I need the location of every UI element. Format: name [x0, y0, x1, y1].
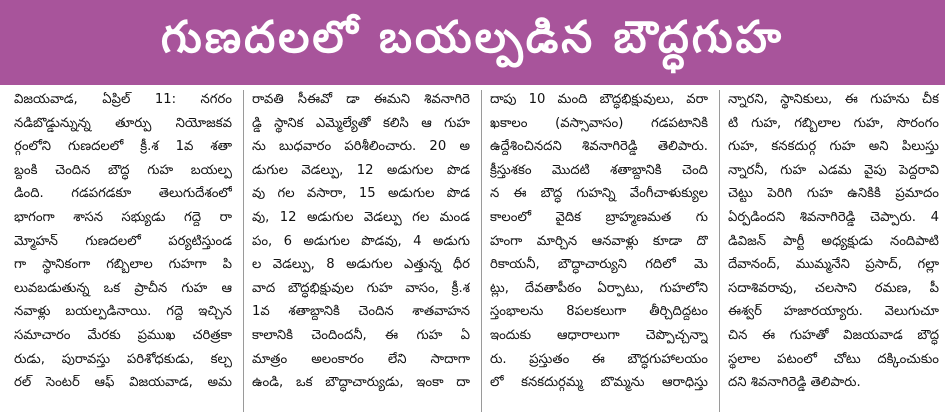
- text-line: న ఈ బౌద్ధ గుహన్ని వేంగీచాళుక్యుల: [490, 186, 708, 202]
- article-body: [14, 88, 939, 414]
- text-line: దేవానంద్, ముమ్మనేని ప్రసాద్, గల్లా: [728, 257, 939, 273]
- text-line: గుహ, కనకదుర్గ గుహ అని పిలుస్తు: [728, 139, 939, 155]
- text-line: టి గుహ, గబ్బిలాల గుహ, సొరంగం: [728, 115, 939, 131]
- text-line: న్నారని, స్థానికులు, ఈ గుహను చీక: [728, 92, 939, 107]
- text-line: ను బుధవారం పరిశీలించారు. 20 అ: [252, 139, 470, 155]
- text-line: ఈశ్వర్ హజారయ్యారు. వెలుగుచూ: [728, 304, 939, 320]
- text-line: పం, 6 అడుగుల పొడవు, 4 అడుగు: [252, 233, 470, 249]
- text-line: విజయవాడ, ఏప్రిల్ 11: నగరం: [14, 92, 232, 107]
- text-line: మ్మోహన్ గుణదలలో పర్యటిస్తుండ: [14, 233, 232, 249]
- text-line: డుగుల వెడల్పు, 12 అడుగుల పొడ: [252, 162, 470, 178]
- text-line: భాగంగా శాసన సభ్యుడు గద్దె రా: [14, 209, 232, 225]
- text-line: ట్లు, దేవతాపీఠం ఏర్పాటు, గుహలోని: [490, 280, 708, 296]
- text-line: మాత్రం అలంకారం లేని సాదాగా: [252, 351, 470, 367]
- text-line: వు, 12 అడుగుల వెడల్పు గల మండ: [252, 209, 470, 225]
- text-line: సమాచారం మేరకు ప్రముఖ చరిత్రకా: [14, 327, 232, 343]
- text-line: నవాళ్లు బయల్పడినాయి. గద్దె ఇచ్చిన: [14, 304, 232, 320]
- text-line: ఉద్దేశించినదని శివనాగిరెడ్డి తెలిపారు.: [490, 139, 708, 155]
- headline-banner: [0, 0, 945, 85]
- text-line: ఖకాలం (వస్సావాసం) గడపటానికి: [490, 115, 708, 131]
- article-column-2: [252, 88, 470, 414]
- article-column-4: [728, 88, 939, 414]
- text-line: లువబడుతున్న ఒక ప్రాచీన గుహ ఆ: [14, 280, 232, 296]
- text-line: దని శివనాగిరెడ్డి తెలిపారు.: [728, 375, 861, 391]
- text-line: రుడు, పురావస్తు పరిశోధకుడు, కల్చ: [14, 351, 232, 367]
- column-divider: [719, 90, 720, 412]
- text-line: న్నారనీ, గుహ ఎడమ వైపు పెద్దరావి: [728, 162, 939, 178]
- text-line: డ్డి స్థానిక ఎమ్మెల్యేతో కలిసి ఆ గుహ: [252, 115, 470, 131]
- text-line: లో కనకదుర్గమ్మ బొమ్మను ఆరాధిస్తు: [490, 375, 708, 391]
- text-line: క్రీస్తుశకం మొదటి శతాబ్దానికి చెంది: [490, 162, 708, 178]
- text-line: రావతి సీఈవో డా ఈమని శివనాగిరె: [252, 92, 470, 107]
- text-line: చెట్టు పెరిగి గుహ ఉనికికి ప్రమాదం: [728, 186, 939, 202]
- text-line: డివిజన్ పార్టీ అధ్యక్షుడు నందిపాటి: [728, 233, 939, 249]
- text-line: డింది. గడపగడకూ తెలుగుదేశంలో: [14, 186, 232, 202]
- column-divider: [481, 90, 482, 412]
- text-line: స్తంభాలను 8పలకలుగా తీర్చిదిద్దటం: [490, 304, 708, 320]
- column-divider: [243, 90, 244, 412]
- text-line: వాద బౌద్ధభిక్షువుల గుహ వాసం, క్రీ.శ: [252, 280, 470, 296]
- headline-text: గుణదలలో బయల్పడిన బౌద్ధగుహ: [160, 11, 785, 63]
- text-line: ర్గంలోని గుణదలలో క్రీ.శ 1వ శతా: [14, 139, 232, 155]
- text-line: సదాశివరావు, చలసాని రమణ, పీ: [728, 280, 939, 296]
- text-line: కాలంలో వైదిక బ్రాహ్మణమత గు: [490, 209, 708, 225]
- text-line: ఏర్పడిందని శివనాగిరెడ్డి చెప్పారు. 4: [728, 209, 939, 225]
- text-line: చిన ఈ గుహతో విజయవాడ బౌద్ధ: [728, 327, 939, 343]
- text-line: ఇందుకు ఆధారాలుగా చెప్పొచ్చన్నా: [490, 327, 708, 343]
- text-line: దాపు 10 మంది బౌద్ధభిక్షువులు, వరా: [490, 92, 708, 107]
- text-line: ఉండి, ఒక బౌద్ధాచార్యుడు, ఇంకా దా: [252, 375, 470, 391]
- text-line: రు. ప్రస్తుతం ఈ బౌద్ధగుహాలయం: [490, 351, 708, 367]
- text-line: ల వెడల్పు, 8 అడుగుల ఎత్తున్న ధీర: [252, 257, 470, 273]
- article-column-1: [14, 88, 232, 414]
- text-line: వు గల వసారా, 15 అడుగుల పొడ: [252, 186, 470, 202]
- text-line: బ్దంకి చెందిన బౌద్ధ గుహ బయల్ప: [14, 162, 232, 178]
- text-line: నడిబొడ్డున్నున్న తూర్పు నియోజకవ: [14, 115, 232, 131]
- text-line: గా స్థానికంగా గబ్బిలాల గుహగా పి: [14, 257, 232, 273]
- text-line: స్థలాల పటంలో చోటు దక్కించుకుం: [728, 351, 939, 367]
- text-line: కాలానికి చెందిందనీ, ఈ గుహ ఏ: [252, 327, 470, 343]
- text-line: రికాయనీ, బౌద్ధాచార్యుని గదిలో మె: [490, 257, 708, 273]
- text-line: హంగా మార్చిన ఆనవాళ్లు కూడా దొ: [490, 233, 708, 249]
- article-column-3: [490, 88, 708, 414]
- text-line: 1వ శతాబ్దానికి చెందిన శాతవాహన: [252, 304, 470, 320]
- text-line: రల్ సెంటర్ ఆఫ్ విజయవాడ, అమ: [14, 375, 232, 391]
